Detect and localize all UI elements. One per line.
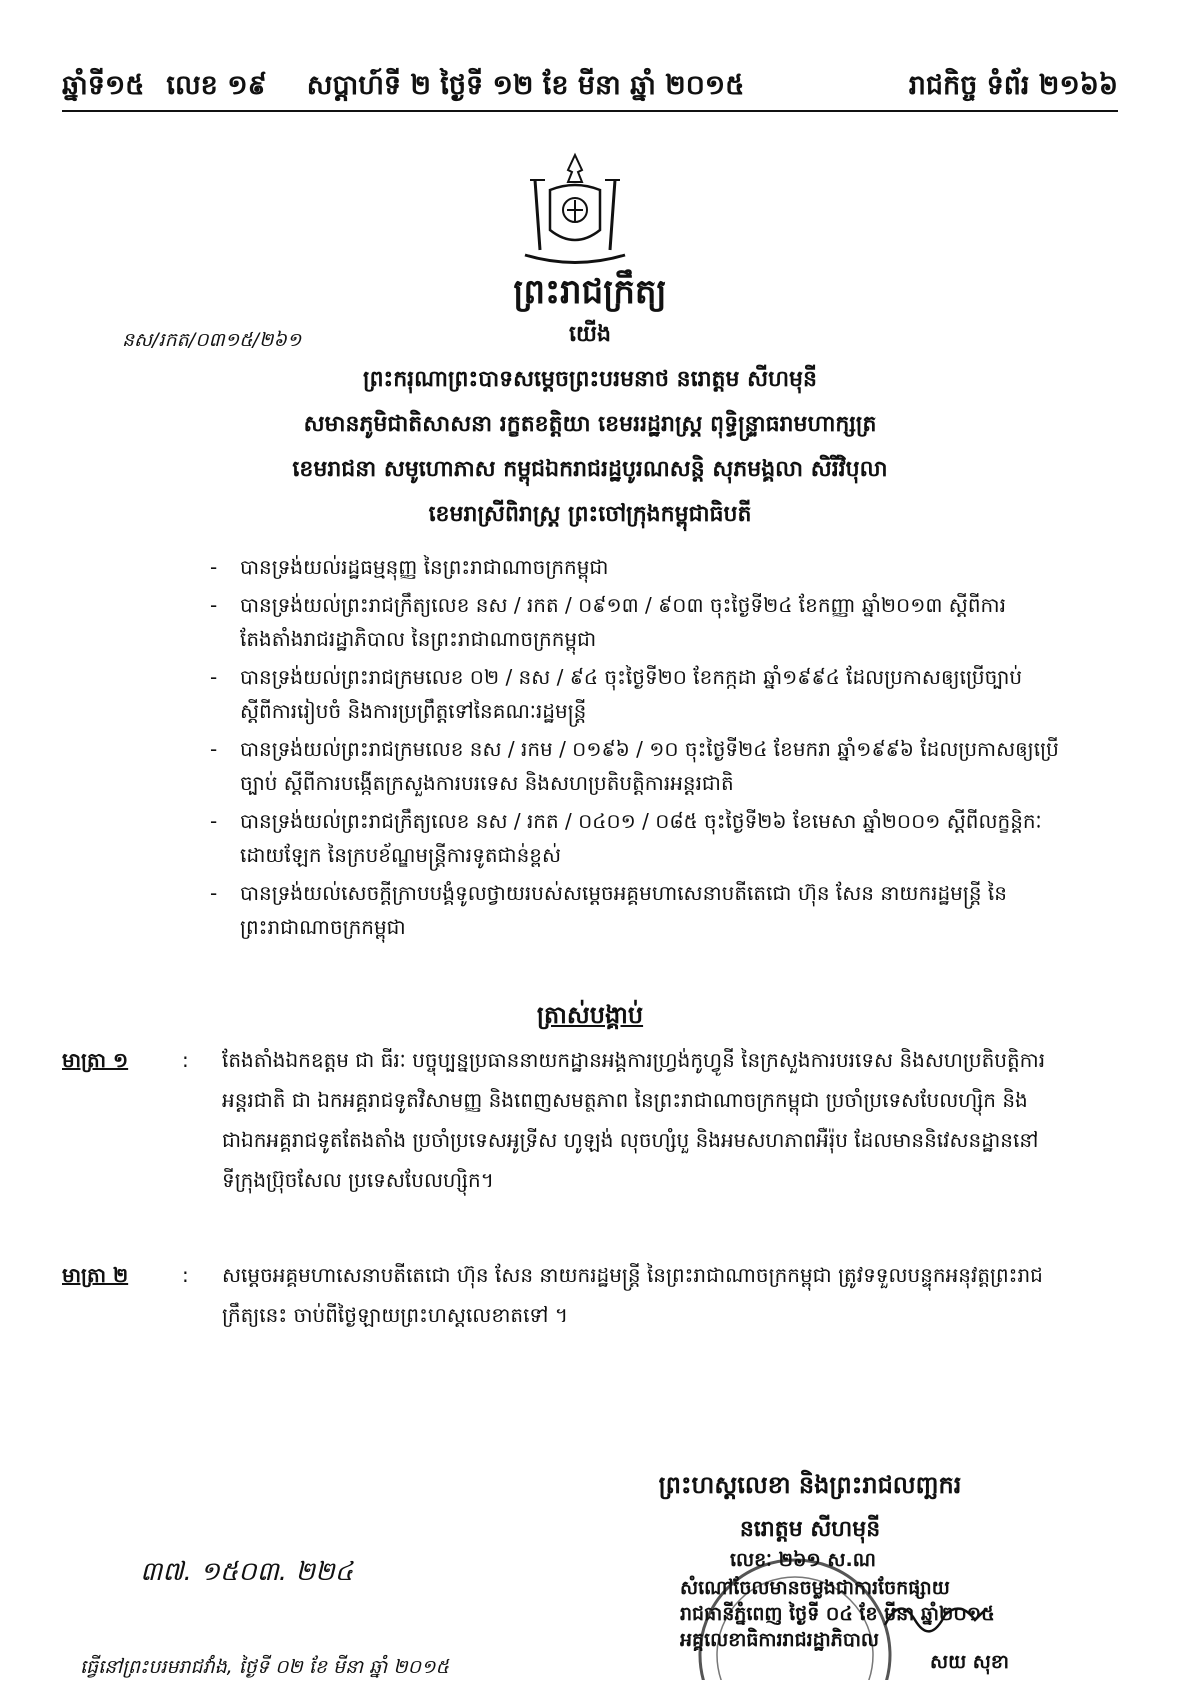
handwritten-reference: ៣៧. ១៥០៣. ២២៤ <box>140 1557 354 1587</box>
header-gazette-page: រាជកិច្ច ទំព័រ ២១៦៦ <box>908 69 1118 101</box>
consideration-item: - បានទ្រង់យល់ព្រះរាជក្រឹត្យលេខ នស / រកត / ០៤០១ / ០៨៥ ចុះថ្ងៃទី២៦ ខែមេសា ឆ្នាំ២០០១ ស្តីពីលក្ខន្តិកៈដោយឡែក នៃក្របខ័ណ្ឌមន្ត្រីការទូតជាន់ខ្ពស់ <box>210 804 1060 872</box>
article-number: មាត្រា ២ <box>62 1263 129 1287</box>
stamp-line: លេខៈ ២៦១ ស.ណ <box>730 1549 876 1571</box>
signature-title: ព្រះហស្តលេខា និងព្រះរាជលញ្ឆករ <box>658 1471 962 1499</box>
article-2 <box>62 1255 1062 1335</box>
signature-name: នរោត្តម សីហមុនី <box>739 1517 881 1542</box>
header-number: លេខ ១៩ <box>166 69 267 101</box>
reference-number: នស/រកត/០៣១៥/២៦១ <box>122 329 302 351</box>
article-colon: : <box>182 1048 189 1072</box>
consideration-item: - បានទ្រង់យល់ព្រះរាជក្រឹត្យលេខ នស / រកត / ០៩១៣ / ៩០៣ ចុះថ្ងៃទី២៤ ខែកញ្ញា ឆ្នាំ២០១៣ ស្តីពីការតែងតាំងរាជរដ្ឋាភិបាល នៃព្រះរាជាណាចក្រកម្ពុជា <box>210 588 1060 656</box>
king-title-line-2: សមានភូមិជាតិសាសនា រក្ខតខត្តិយា ខេមររដ្ឋរាស្ត្រ ពុទ្ធិន្រ្ទាធរាមហាក្សត្រ <box>303 412 877 437</box>
consideration-item: - បានទ្រង់យល់សេចក្តីក្រាបបង្គំទូលថ្វាយរបស់សម្តេចអគ្គមហាសេនាបតីតេជោ ហ៊ុន សែន នាយករដ្ឋមន្ត្រី នៃព្រះរាជាណាចក្រកម្ពុជា <box>210 876 1060 944</box>
article-text: តែងតាំងឯកឧត្តម ជា ធីរៈ បច្ចុប្បន្នប្រធាននាយកដ្ឋានអង្គការហ្វ្រង់កូហ្វូនី នៃក្រសួងការបរទេស និងសហប្រតិបត្តិការអន្តរជាតិ ជា ឯកអគ្គរាជទូតវិសាមញ្ញ និងពេញសមត្ថភាព នៃព្រះរាជាណាចក្រកម្ពុជា ប្រចាំប្រទេសបែលហ្ស៊ិក និងជាឯកអគ្គរាជទូតតែងតាំង ប្រចាំប្រទេសអូទ្រីស ហូឡង់ លុចហ្សំបួ និងអមសហភាពអឺរ៉ុប ដែលមាននិវេសនដ្ឋាននៅទីក្រុងប្រ៊ុចសែល ប្រទេសបែលហ្ស៊ិក។ <box>222 1048 1046 1192</box>
order-heading: ត្រាស់បង្គាប់ <box>536 1001 644 1029</box>
gazette-header <box>62 66 1118 110</box>
king-title-line-1: ព្រះករុណាព្រះបាទសម្តេចព្រះបរមនាថ នរោត្តម សីហមុនី <box>363 367 817 392</box>
stamp-line: អគ្គលេខាធិការរាជរដ្ឋាភិបាល <box>680 1629 879 1651</box>
sealer-name: សយ សុខា <box>930 1651 1009 1673</box>
article-1 <box>62 1040 1062 1200</box>
consideration-item: - បានទ្រង់យល់រដ្ឋធម្មនុញ្ញ នៃព្រះរាជាណាចក្រកម្ពុជា <box>210 550 1060 584</box>
article-text: សម្តេចអគ្គមហាសេនាបតីតេជោ ហ៊ុន សែន នាយករដ្ឋមន្ត្រី នៃព្រះរាជាណាចក្រកម្ពុជា ត្រូវទទួលបន្ទុកអនុវត្តព្រះរាជក្រឹត្យនេះ ចាប់ពីថ្ងៃឡាយព្រះហស្តលេខាតទៅ ។ <box>222 1263 1043 1327</box>
stamp-line: រាជធានីភ្នំពេញ ថ្ងៃទី ០៤ ខែ មីនា ឆ្នាំ២០១៥ <box>680 1603 995 1625</box>
place-and-date: ធ្វើនៅព្រះបរមរាជវាំង, ថ្ងៃទី ០២ ខែ មីនា ឆ្នាំ ២០១៥ <box>80 1656 449 1678</box>
article-number: មាត្រា ១ <box>62 1048 129 1072</box>
stamp-line: សំណៅចែលមានចម្លងជាការចែកផ្សាយ <box>680 1577 950 1599</box>
article-colon: : <box>182 1263 189 1287</box>
king-title-line-3: ខេមរាជនា សមូហោភាស កម្ពុជឯករាជរដ្ឋបូរណសន្តិ សុភមង្គលា សិរីវិបុលា <box>292 457 888 482</box>
consideration-item: - បានទ្រង់យល់ព្រះរាជក្រមលេខ ០២ / នស / ៩៤ ចុះថ្ងៃទី២០ ខែកក្កដា ឆ្នាំ១៩៩៤ ដែលប្រកាសឲ្យប្រើច្បាប់ ស្តីពីការរៀបចំ និងការប្រព្រឹត្តទៅនៃគណៈរដ្ឋមន្ត្រី <box>210 660 1060 728</box>
consideration-item: - បានទ្រង់យល់ព្រះរាជក្រមលេខ នស / រកម / ០១៩៦ / ១០ ចុះថ្ងៃទី២៤ ខែមករា ឆ្នាំ១៩៩៦ ដែលប្រកាសឲ្យប្រើច្បាប់ ស្តីពីការបង្កើតក្រសួងការបរទេស និងសហប្រតិបត្តិការអន្តរជាតិ <box>210 732 1060 800</box>
king-title-line-4: ខេមរាស្រីពិរាស្ត្រ ព្រះចៅក្រុងកម្ពុជាធិបតី <box>428 502 752 527</box>
considerations-list <box>210 550 1060 948</box>
header-week-date: សប្តាហ៍ទី ២ ថ្ងៃទី ១២ ខែ មីនា ឆ្នាំ ២០១៥ <box>306 69 745 101</box>
decree-title: ព្រះរាជក្រឹត្យ <box>513 272 667 312</box>
header-year: ឆ្នាំទី១៥ <box>62 69 145 101</box>
handwritten-signature-icon <box>880 1590 990 1635</box>
royal-crest-icon <box>520 150 630 270</box>
header-divider <box>62 110 1118 112</box>
we-heading: យើង <box>569 322 611 347</box>
